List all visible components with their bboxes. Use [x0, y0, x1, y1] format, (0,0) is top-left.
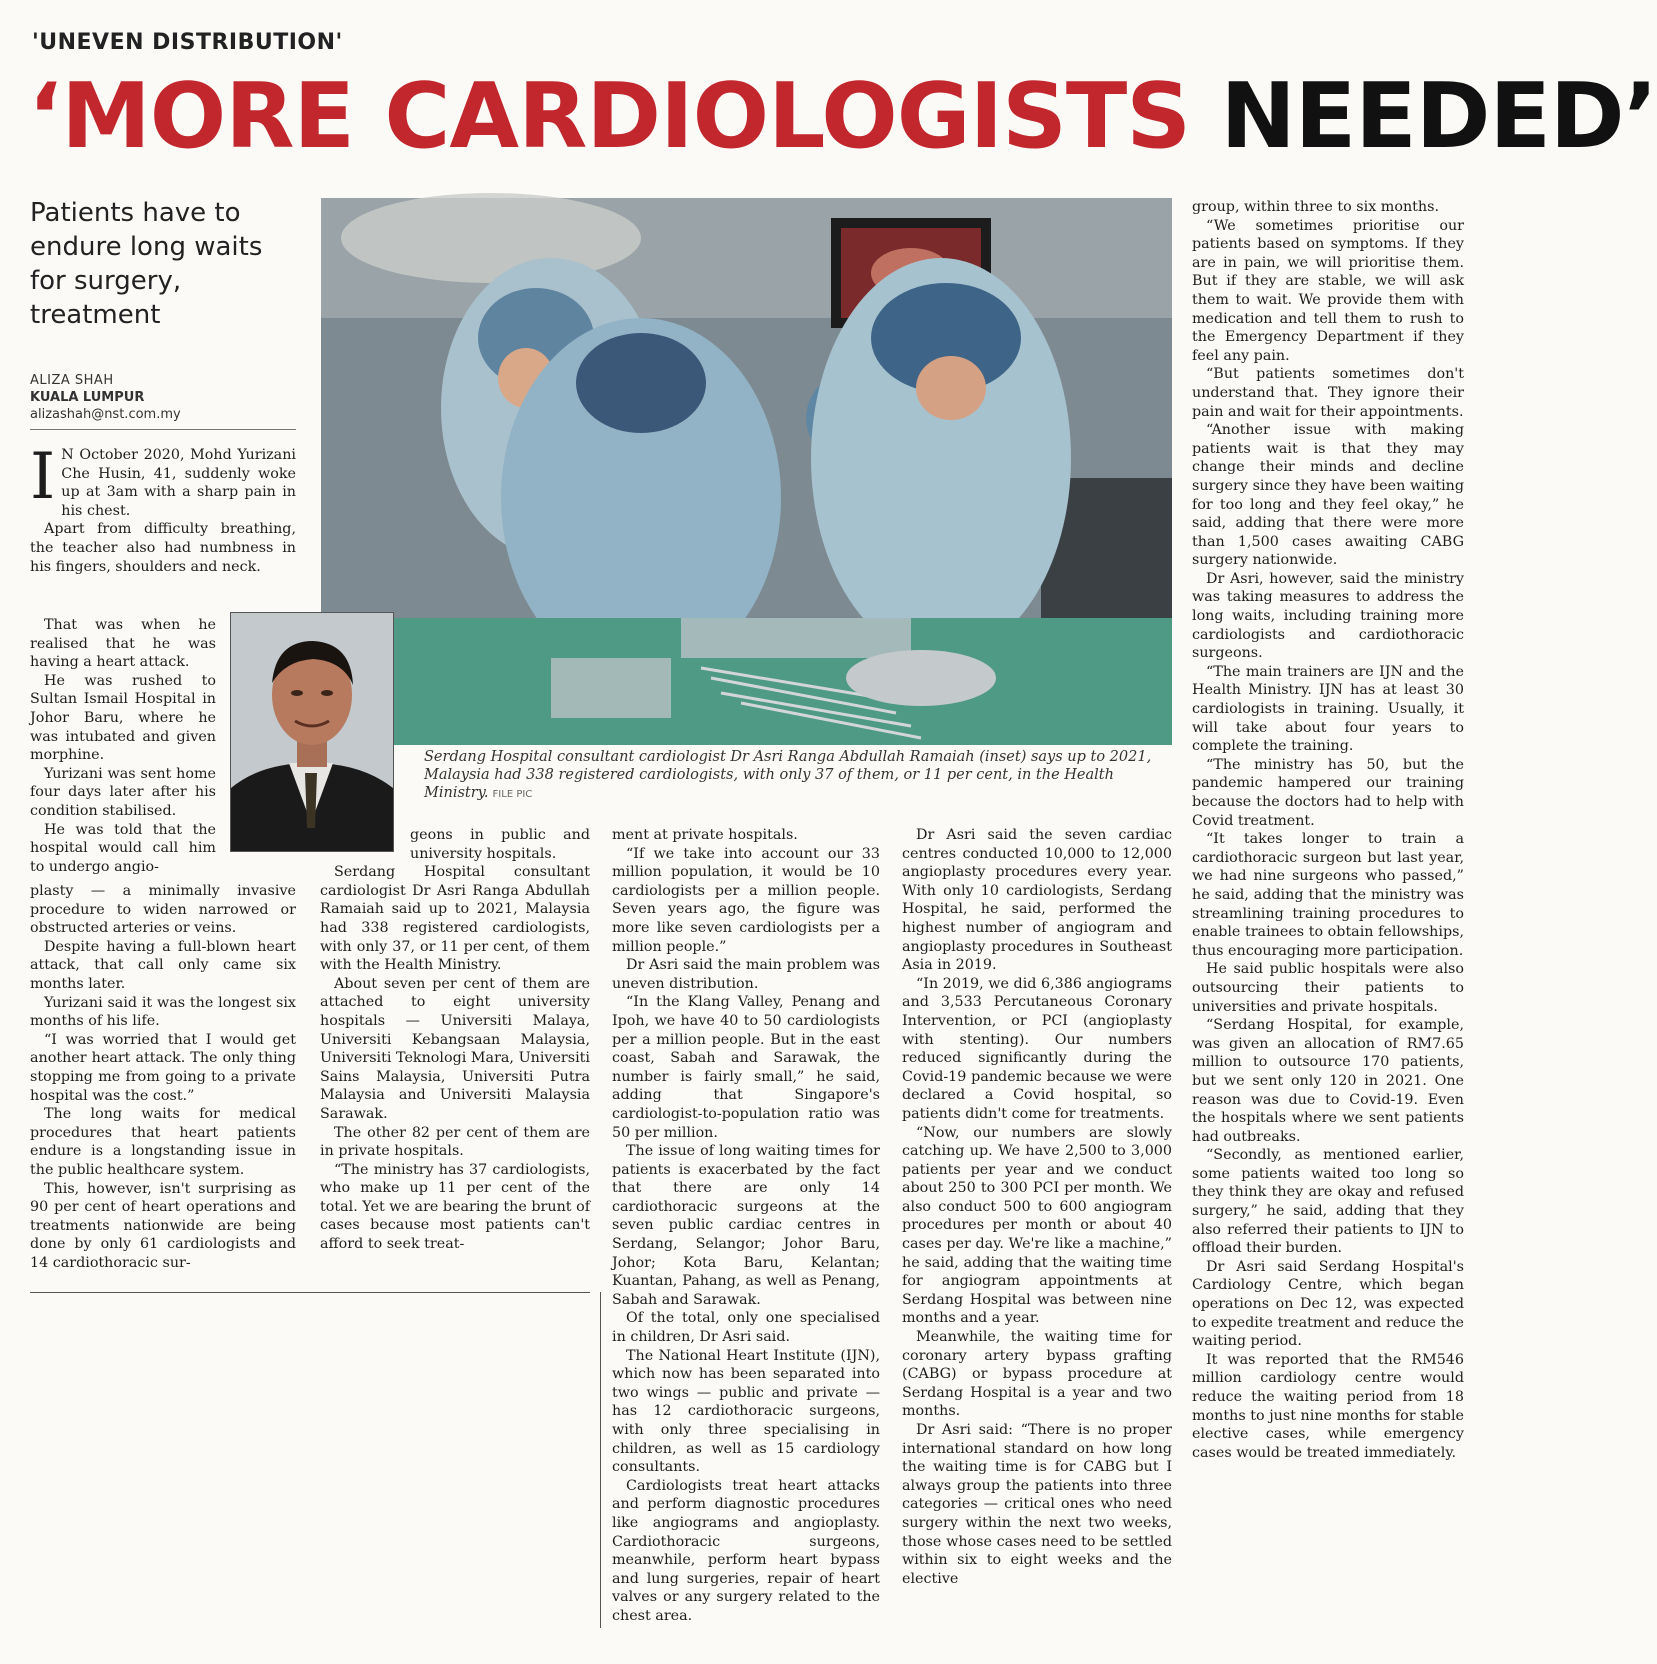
article-paragraph: Serdang Hospital consultant cardiologist Dr Asri Ranga Abdullah Ramaiah said up to 2021, Malaysia had 338 registered cardiologists, with only 37, or 11 per cent, of them with the Health Ministry.: [320, 864, 590, 974]
article-paragraph: The other 82 per cent of them are in private hospitals.: [320, 1124, 590, 1160]
photo-caption-text: Serdang Hospital consultant cardiologist Dr Asri Ranga Abdullah Ramaiah (inset) says up to 2021, Malaysia had 338 registered cardiologists, with only 37 of them, or 11 per cent, in the Health Ministry.: [424, 749, 1152, 801]
article-paragraph: Dr Asri said: “There is no proper international standard on how long the waiting time is for CABG but I always group the patients into three categories — critical ones who need surgery within the next two weeks, those whose cases need to be settled within six to eight weeks and the elective: [902, 1422, 1172, 1587]
article-paragraph: About seven per cent of them are attached to eight university hospitals — Universiti Malaya, Universiti Kebangsaan Malaysia, Universiti Teknologi Mara, Universiti Sains Malaysia, Universiti Putra Malaysia and Universiti Malaysia Sarawak.: [320, 975, 590, 1122]
article-paragraph: “It takes longer to train a cardiothoracic surgeon but last year, we had nine surgeons who passed,” he said, adding that the ministry was streamlining training procedures to enable trainees to obtain fellowships, thus encouraging more participation.: [1192, 831, 1464, 959]
article-paragraph: Cardiologists treat heart attacks and perform diagnostic procedures like angiograms and angioplasty. Cardiothoracic surgeons, meanwhile, perform heart bypass and lung surgeries, repair of heart valves or any surgery related to the chest area.: [612, 1477, 880, 1624]
article-column-1-bottom: [30, 882, 296, 1282]
divider-vertical: [600, 1292, 601, 1628]
headline-black: NEEDED’: [1220, 64, 1657, 169]
article-column-4: [902, 826, 1172, 1646]
article-paragraph: He was told that the hospital would call him to undergo angio-: [30, 821, 216, 875]
article-paragraph: “In 2019, we did 6,386 angiograms and 3,533 Percutaneous Coronary Intervention, or PCI (angioplasty with stenting). Our numbers reduced significantly during the Covid-19 pandemic because we were declared a Covid hospital, so patients didn't come for treatments.: [902, 975, 1172, 1122]
article-column-3: [612, 826, 880, 1646]
article-paragraph: Despite having a full-blown heart attack, that call only came six months later.: [30, 938, 296, 992]
article-paragraph: It was reported that the RM546 million cardiology centre would reduce the waiting period from 18 months to just nine months for stable elective cases, while emergency cases would be treated immediately.: [1192, 1351, 1464, 1461]
byline-email: alizashah@nst.com.my: [30, 407, 181, 422]
article-paragraph: group, within three to six months.: [1192, 199, 1440, 215]
article-paragraph: ment at private hospitals.: [612, 827, 798, 843]
article-paragraph: The National Heart Institute (IJN), which now has been separated into two wings — public and private — has 12 cardiothoracic surgeons, with only three specialising in children, as well as 15 cardiology consultants.: [612, 1347, 880, 1476]
article-paragraph: “If we take into account our 33 million population, it would be 10 cardiologists per a million people. Seven years ago, the figure was more like seven cardiologists per a million people.”: [612, 845, 880, 955]
article-paragraph: The long waits for medical procedures that heart patients endure is a longstanding issue in the public healthcare system.: [30, 1106, 296, 1178]
headline-red: ‘MORE CARDIOLOGISTS: [28, 64, 1191, 169]
article-paragraph: “Secondly, as mentioned earlier, some patients waited too long so they think they are okay and refused surgery,” he said, adding that they also referred their patients to IJN to offload their burden.: [1192, 1147, 1464, 1257]
divider-horizontal: [30, 1292, 590, 1293]
byline: [30, 372, 296, 430]
article-column-2: [320, 826, 590, 1286]
article-paragraph: geons in public and university hospitals.: [410, 827, 590, 862]
article-paragraph: Dr Asri said the main problem was uneven distribution.: [612, 957, 880, 992]
article-paragraph: “The main trainers are IJN and the Health Ministry. IJN has at least 30 cardiologists in training. Usually, it will take about four years to complete the training.: [1192, 663, 1464, 755]
article-paragraph: This, however, isn't surprising as 90 per cent of heart operations and treatments nationwide are being done by only 61 cardiologists and 14 cardiothoracic sur-: [30, 1180, 296, 1271]
kicker: 'UNEVEN DISTRIBUTION': [32, 30, 343, 55]
article-paragraph: “I was worried that I would get another heart attack. The only thing stopping me from going to a private hospital was the cost.”: [30, 1031, 296, 1104]
surgery-photo: [321, 198, 1172, 745]
headline: [28, 64, 1657, 169]
inset-portrait: [230, 612, 394, 852]
article-column-1: [30, 440, 296, 616]
deck: Patients have to endure long waits for surgery, treatment: [30, 198, 263, 330]
article-paragraph: He said public hospitals were also outsourcing their patients to universities and private hospitals.: [1192, 961, 1464, 1015]
article-paragraph: “The ministry has 50, but the pandemic hampered our training because the doctors had to help with Covid treatment.: [1192, 756, 1464, 829]
article-paragraph: “But patients sometimes don't understand that. They ignore their pain and wait for their appointments.: [1192, 366, 1464, 420]
byline-author: ALIZA SHAH: [30, 373, 114, 388]
article-paragraph: “In the Klang Valley, Penang and Ipoh, we have 40 to 50 cardiologists per a million people. But in the east coast, Sabah and Sarawak, the number is fairly small,” he said, adding that Singapore's cardiologist-to-population ratio was 50 per million.: [612, 994, 880, 1141]
article-paragraph: He was rushed to Sultan Ismail Hospital in Johor Baru, where he was intubated and given morphine.: [30, 672, 216, 764]
article-paragraph: Dr Asri, however, said the ministry was taking measures to address the long waits, including training more cardiologists and cardiothoracic surgeons.: [1192, 570, 1464, 662]
surgery-photo-illustration: [321, 198, 1172, 745]
article-paragraph: “Now, our numbers are slowly catching up. We have 2,500 to 3,000 patients per year and we conduct about 250 to 300 PCI per month. We also conduct 500 to 600 angiogram procedures per month or about 40 cases per day. We're like a machine,” he said, adding that the waiting time for angiogram appointments at Serdang Hospital was between nine months and a year.: [902, 1124, 1172, 1327]
article-column-5: [1192, 198, 1464, 1648]
article-paragraph: Apart from difficulty breathing, the teacher also had numbness in his fingers, shoulders and neck.: [30, 521, 296, 575]
article-paragraph: Meanwhile, the waiting time for coronary artery bypass grafting (CABG) or bypass procedure at Serdang Hospital is a year and two months.: [902, 1329, 1172, 1420]
article-paragraph: Of the total, only one specialised in children, Dr Asri said.: [612, 1310, 880, 1346]
article-paragraph: The issue of long waiting times for patients is exacerbated by the fact that there are only 14 cardiothoracic surgeons at the seven public cardiac centres in Serdang, Selangor; Johor Baru, Johor; Kota Baru, Kelantan; Kuantan, Pahang, as well as Penang, Sabah and Sarawak.: [612, 1143, 880, 1308]
photo-credit: FILE PIC: [492, 789, 533, 800]
photo-caption: [424, 748, 1176, 804]
article-paragraph: “The ministry has 37 cardiologists, who make up 11 per cent of the total. Yet we are bearing the brunt of cases because most patients can't afford to seek treat-: [320, 1161, 590, 1253]
article-paragraph: “Another issue with making patients wait is that they may change their minds and decline surgery since they have been waiting for too long and they feel okay,” he said, adding that there were more than 1,500 cases awaiting CABG surgery nationwide.: [1192, 422, 1464, 569]
article-paragraph: Yurizani was sent home four days later after his condition stabilised.: [30, 765, 216, 819]
drop-cap: I: [30, 440, 56, 514]
article-paragraph: Yurizani said it was the longest six months of his life.: [30, 994, 296, 1030]
byline-place: KUALA LUMPUR: [30, 390, 145, 405]
article-paragraph: Dr Asri said the seven cardiac centres conducted 10,000 to 12,000 angioplasty procedures every year. With only 10 cardiologists, Serdang Hospital, he said, performed the highest number of angiogram and angioplasty procedures in Southeast Asia in 2019.: [902, 827, 1172, 974]
article-paragraph: That was when he realised that he was having a heart attack.: [30, 617, 216, 671]
article-paragraph: I N October 2020, Mohd Yurizani Che Husin, 41, suddenly woke up at 3am with a sharp pain in his chest.: [30, 440, 296, 519]
article-paragraph: “We sometimes prioritise our patients based on symptoms. If they are in pain, we will prioritise them. But if they are stable, we will ask them to wait. We provide them with medication and tell them to rush to the Emergency Department if they feel any pain.: [1192, 217, 1464, 364]
article-paragraph: “Serdang Hospital, for example, was given an allocation of RM7.65 million to outsource 170 patients, but we sent only 120 in 2021. One reason was due to Covid-19. Even the hospitals where we sent patients had outbreaks.: [1192, 1017, 1464, 1145]
portrait-illustration: [231, 613, 393, 851]
article-paragraph: plasty — a minimally invasive procedure to widen narrowed or obstructed arteries or veins.: [30, 883, 296, 937]
article-column-1-narrow: [30, 616, 216, 882]
article-paragraph: Dr Asri said Serdang Hospital's Cardiology Centre, which began operations on Dec 12, was expected to expedite treatment and reduce the waiting period.: [1192, 1258, 1464, 1350]
